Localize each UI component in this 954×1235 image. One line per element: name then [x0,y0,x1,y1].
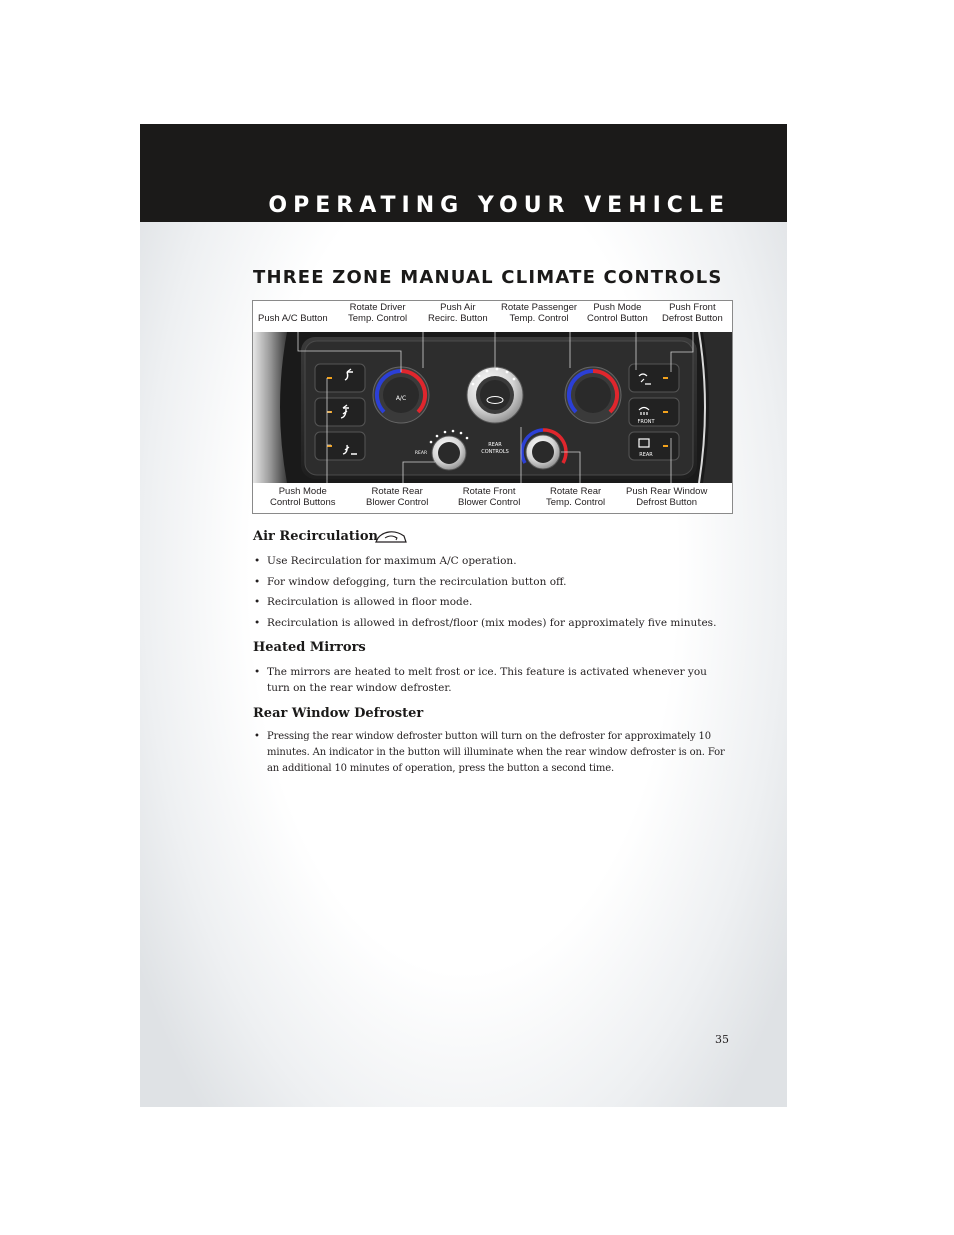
label-push-mode-control-buttons: Push Mode Control Buttons [270,486,336,508]
label-push-front-defrost: Push Front Defrost Button [662,302,723,324]
label-push-rear-window-defrost: Push Rear Window Defrost Button [626,486,708,508]
list-item: • For window defogging, turn the recirculation button off. [253,574,731,590]
section-title: THREE ZONE MANUAL CLIMATE CONTROLS [253,267,723,288]
list-item: • Recirculation is allowed in defrost/floor (mix modes) for approximately five minutes. [253,615,731,631]
label-rotate-rear-blower: Rotate Rear Blower Control [366,486,429,508]
label-rotate-front-blower: Rotate Front Blower Control [458,486,521,508]
page-header-bar [140,124,787,222]
list-air-recirculation [253,553,731,635]
list-heated-mirrors [253,664,731,701]
rear-defrost-text: REAR [639,452,653,458]
label-rotate-driver-temp: Rotate Driver Temp. Control [348,302,408,324]
heading-rear-window-defroster: Rear Window Defroster [253,706,424,721]
label-push-air-recirc: Push Air Recirc. Button [428,302,488,324]
label-rotate-passenger-temp: Rotate Passenger Temp. Control [501,302,578,324]
chapter-title: OPERATING YOUR VEHICLE [268,193,730,218]
rear-controls-text-2: CONTROLS [481,449,509,455]
ac-button-text[interactable]: A/C [395,395,407,402]
list-item: • Use Recirculation for maximum A/C operation. [253,553,731,569]
passenger-temp-knob[interactable] [565,367,621,423]
climate-controls-figure [252,300,733,514]
list-item: • The mirrors are heated to melt frost or ice. This feature is activated whenever you turn on the rear window defroster. [253,664,731,696]
label-rotate-rear-temp: Rotate Rear Temp. Control [546,486,606,508]
manual-page [140,124,787,1107]
front-blower-knob[interactable] [467,367,523,423]
climate-control-panel [253,332,732,483]
label-push-mode-control: Push Mode Control Button [587,302,648,324]
page-number: 35 [715,1033,729,1046]
list-rear-window-defroster [253,729,731,782]
label-push-ac-button: Push A/C Button [258,313,328,324]
driver-temp-knob[interactable] [373,367,429,423]
list-item: • Pressing the rear window defroster button will turn on the defroster for approximately 10 minutes. An indicator in the button will illuminate when the rear window defroster is on. For an additional 10 minutes of operation, press the button a second time. [253,729,731,777]
mode-buttons-left[interactable] [315,364,365,460]
rear-blower-text: REAR [414,451,428,456]
mode-buttons-right[interactable] [629,364,679,460]
recirculation-car-icon [373,529,409,545]
rear-controls-text-1: REAR [488,442,502,448]
list-item: • Recirculation is allowed in floor mode. [253,594,731,610]
heading-air-recirculation: Air Recirculation [253,529,378,544]
heading-heated-mirrors: Heated Mirrors [253,640,366,655]
front-defrost-text: FRONT [637,419,655,425]
